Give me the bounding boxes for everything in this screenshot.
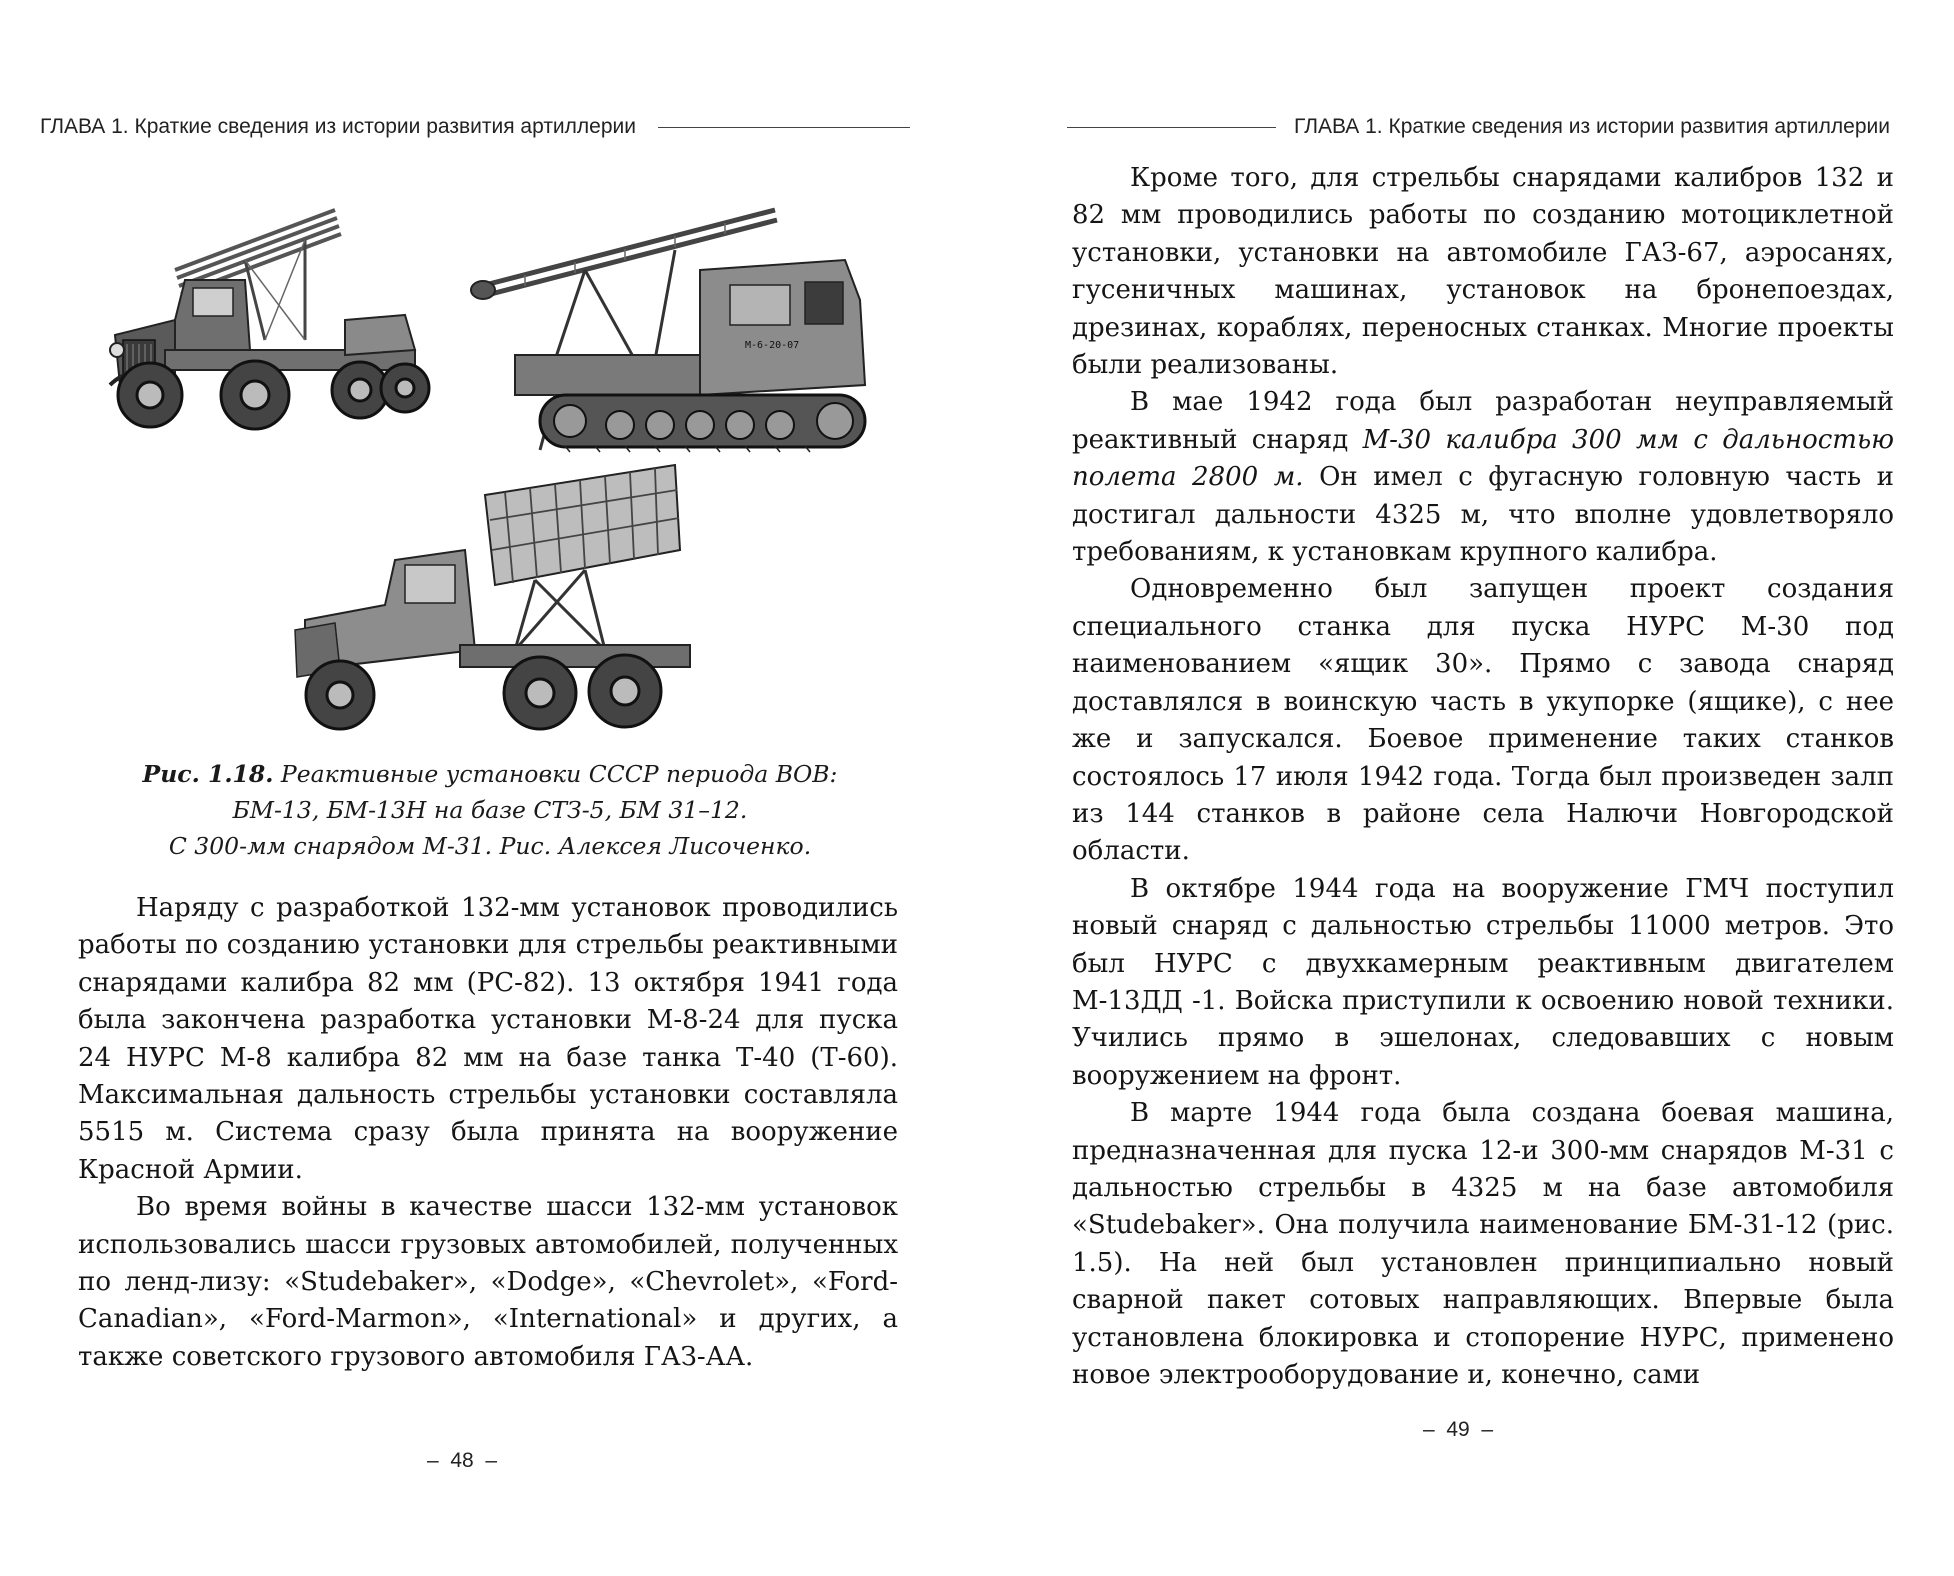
paragraph: Наряду с разработкой 132-мм установок проводились работы по созданию установки для стрельбы реактивными снарядами калибра 82 мм (РС-82). 13 октября 1941 года была закончена разработка установки М-8-24 для пуска 24 НУРС М-8 калибра 82 мм на базе танка Т-40 (Т-60). Максимальная дальность стрельбы установки составляла 5515 м. Система сразу была принята на вооружение Красной Армии. [78, 893, 898, 1185]
caption-text: Реактивные установки СССР периода ВОВ: [273, 760, 838, 788]
left-body-text [78, 890, 898, 1376]
paragraph-text: Он имел с фугасную головную часть и достигал дальности 4325 м, что вполне удовлетворяло требованиям, к установкам крупного калибра. [1072, 462, 1895, 568]
right-body-text [1072, 160, 1894, 1394]
running-head-right [1067, 110, 1890, 144]
paragraph [1072, 384, 1894, 571]
caption-label: Рис. 1.18. [142, 760, 274, 788]
paragraph: В марте 1944 года была создана боевая машина, предназначенная для пуска 12-и 300-мм снарядов М-31 с дальностью стрельбы в 4325 м на базе автомобиля «Studebaker». Она получила наименование БМ-31-12 (рис. 1.5). На ней был установлен принципиально новый сварной пакет сотовых направляющих. Впервые была установлена блокировка и стопорение НУРС, применено новое электрооборудование и, конечно, сами [1072, 1098, 1894, 1390]
page-number: – 49 – [1423, 1418, 1494, 1441]
running-head-rule [1067, 127, 1276, 128]
running-head-text: ГЛАВА 1. Краткие сведения из истории развития артиллерии [40, 115, 636, 138]
paragraph-text: В мае 1942 года был разработан неуправляемый реактивный снаряд [1072, 387, 1894, 455]
page-number: – 48 – [427, 1449, 498, 1472]
paragraph: Кроме того, для стрельбы снарядами калибров 132 и 82 мм проводились работы по созданию мотоциклетной установки, установки на автомобиле ГАЗ-67, аэросанях, гусеничных машинах, установок на бронепоездах, дрезинах, кораблях, переносных станках. Многие проекты были реализованы. [1072, 163, 1894, 381]
caption-line: БМ-13, БМ-13Н на базе СТЗ-5, БМ 31–12. [232, 796, 748, 824]
figure-caption [70, 756, 910, 864]
bm-13n-stz-5-tractor-illustration [445, 190, 895, 460]
running-head-rule [658, 127, 910, 128]
caption-line: С 300-мм снарядом М-31. Рис. Алексея Лисоченко. [168, 832, 812, 860]
figure-rocket-launchers [95, 190, 905, 750]
right-page [977, 0, 1954, 1576]
running-head-left [40, 110, 910, 144]
running-head-text: ГЛАВА 1. Краткие сведения из истории развития артиллерии [1294, 115, 1890, 138]
paragraph: Во время войны в качестве шасси 132-мм установок использовались шасси грузовых автомобилей, полученных по ленд-лизу: «Studebaker», «Dodge», «Chevrolet», «Ford- Canadian», «Ford-Marmon», «International» и других, а также советского грузового автомобиля ГАЗ-АА. [78, 1192, 898, 1372]
bm-13-truck-illustration [105, 200, 435, 440]
caption-line [70, 756, 910, 792]
bm-31-12-studebaker-illustration [285, 455, 705, 740]
truck-marking: М-6-20-07 [745, 340, 800, 351]
paragraph: Одновременно был запущен проект создания специального станка для пуска НУРС М-30 под наименованием «ящик 30». Прямо с завода снаряд доставлялся в воинскую часть в укупорке (ящике), с нее же и запускался. Боевое применение таких станков состоялось 17 июля 1942 года. Тогда был произведен залп из 144 станков в районе села Налючи Новгородской области. [1072, 574, 1894, 867]
paragraph: В октябре 1944 года на вооружение ГМЧ поступил новый снаряд с дальностью стрельбы 11000 метров. Это был НУРС с двухкамерным реактивным двигателем М-13ДД -1. Войска приступили к освоению новой техники. Учились прямо в эшелонах, следовавших с новым вооружением на фронт. [1072, 873, 1894, 1091]
emphasized-text: М-30 калибра 300 мм с дальностью полета 2800 м. [1072, 424, 1894, 493]
